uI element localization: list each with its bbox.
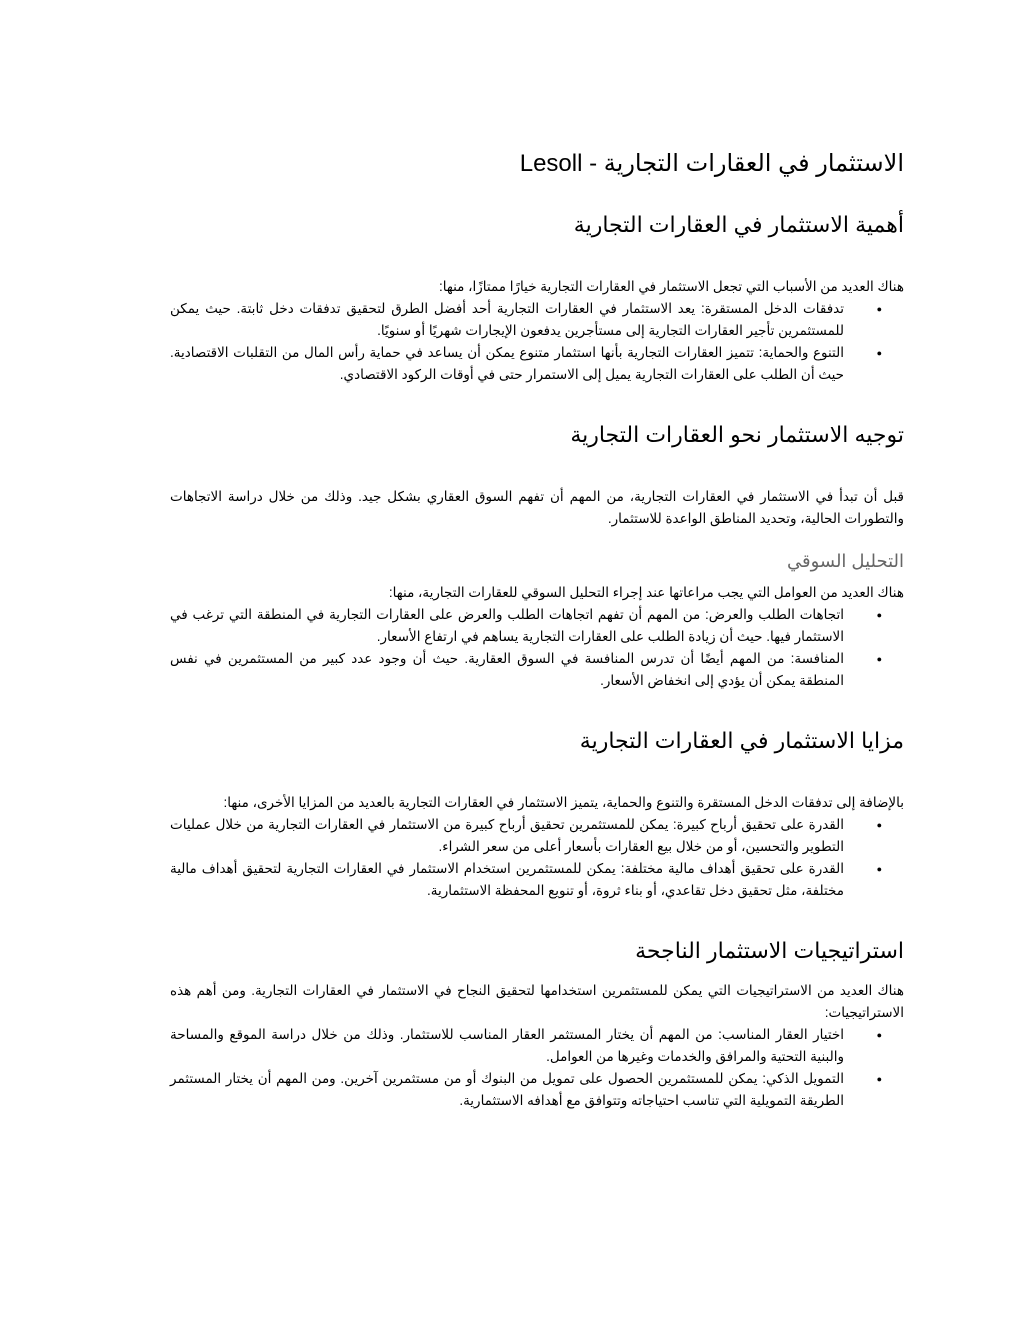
section-intro: هناك العديد من العوامل التي يجب مراعاتها عند إجراء التحليل السوقي للعقارات التجارية، منها:	[388, 585, 904, 600]
list-item: ● اختيار العقار المناسب: من المهم أن يختار المستثمر العقار المناسب للاستثمار. وذلك من خلال دراسة الموقع والمساحة والبنية التحتية والمرافق والخدمات وغيرها من العوامل.	[170, 1024, 844, 1068]
section-heading: توجيه الاستثمار نحو العقارات التجارية	[570, 422, 904, 447]
list-item: ● القدرة على تحقيق أرباح كبيرة: يمكن للمستثمرين تحقيق أرباح كبيرة من الاستثمار في العقارات التجارية من خلال عمليات التطوير والتحسين، أو من خلال بيع العقارات بأسعار أعلى من سعر الشراء.	[170, 814, 844, 858]
bullet-list	[170, 1024, 904, 1112]
list-item: ● التنوع والحماية: تتميز العقارات التجارية بأنها استثمار متنوع يمكن أن يساعد في حماية رأس المال من التقلبات الاقتصادية. حيث أن الطلب على العقارات التجارية يميل إلى الاستمرار حتى في أوقات الركود الاقتصادي.	[170, 342, 844, 386]
list-item: ● اتجاهات الطلب والعرض: من المهم أن تفهم اتجاهات الطلب والعرض على العقارات التجارية في المنطقة التي ترغب في الاستثمار فيها. حيث أن زيادة الطلب على العقارات التجارية يساهم في ارتفاع الأسعار.	[170, 604, 844, 648]
list-item: ● التمويل الذكي: يمكن للمستثمرين الحصول على تمويل من البنوك أو من مستثمرين آخرين. ومن المهم أن يختار المستثمر الطريقة التمويلية التي تناسب احتياجاته وتتوافق مع أهدافه الاستثمارية.	[170, 1068, 844, 1112]
section-direction	[170, 420, 904, 692]
bullet-list	[170, 814, 904, 902]
section-heading: أهمية الاستثمار في العقارات التجارية	[573, 212, 904, 237]
document-title: الاستثمار في العقارات التجارية - Lesoll	[519, 150, 904, 177]
list-item: ● القدرة على تحقيق أهداف مالية مختلفة: يمكن للمستثمرين استخدام الاستثمار في العقارات التجارية لتحقيق أهداف مالية مختلفة، مثل تحقيق دخل تقاعدي، أو بناء ثروة، أو تنويع المحفظة الاستثمارية.	[170, 858, 844, 902]
section-heading: مزايا الاستثمار في العقارات التجارية	[579, 728, 904, 753]
section-intro: هناك العديد من الأسباب التي تجعل الاستثمار في العقارات التجارية خيارًا ممتازًا، منها:	[439, 279, 904, 294]
section-paragraph: قبل أن تبدأ في الاستثمار في العقارات التجارية، من المهم أن تفهم السوق العقاري بشكل جيد. وذلك من خلال دراسة الاتجاهات والتطورات الحالية، وتحديد المناطق الواعدة للاستثمار.	[170, 489, 904, 526]
list-item: ● تدفقات الدخل المستقرة: يعد الاستثمار في العقارات التجارية أحد أفضل الطرق لتحقيق تدفقات دخل ثابتة. حيث يمكن للمستثمرين تأجير العقارات التجارية إلى مستأجرين يدفعون الإيجارات شهريًا أو سنويًا.	[170, 298, 844, 342]
section-advantages	[170, 726, 904, 902]
section-intro: هناك العديد من الاستراتيجيات التي يمكن للمستثمرين استخدامها لتحقيق النجاح في الاستثمار في العقارات التجارية. ومن أهم هذه الاستراتيجيات:	[170, 983, 904, 1020]
bullet-list	[170, 604, 904, 692]
list-item: ● المنافسة: من المهم أيضًا أن تدرس المنافسة في السوق العقارية. حيث أن وجود عدد كبير من المستثمرين في نفس المنطقة يمكن أن يؤدي إلى انخفاض الأسعار.	[170, 648, 844, 692]
section-intro: بالإضافة إلى تدفقات الدخل المستقرة والتنوع والحماية، يتميز الاستثمار في العقارات التجارية بالعديد من المزايا الأخرى، منها:	[223, 795, 904, 810]
section-importance	[170, 210, 904, 386]
subsection-heading: التحليل السوقي	[786, 551, 904, 571]
section-strategies	[170, 936, 904, 1112]
bullet-list	[170, 298, 904, 386]
section-heading: استراتيجيات الاستثمار الناجحة	[635, 938, 904, 963]
